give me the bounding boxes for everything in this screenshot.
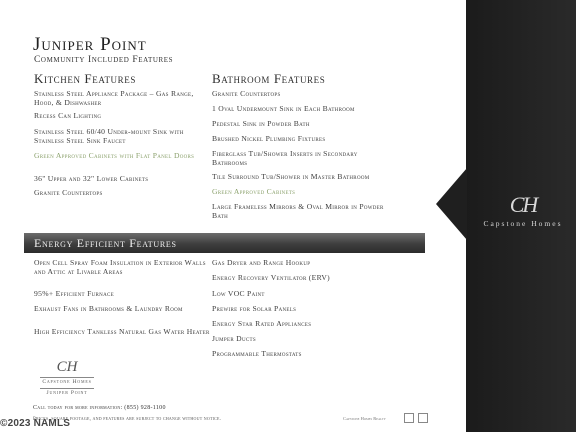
energy-item: Gas Dryer and Range Hookup <box>212 258 311 267</box>
energy-item: Energy Recovery Ventilator (ERV) <box>212 273 330 282</box>
kitchen-item: Stainless Steel Appliance Package – Gas Range, Hood, & Dishwasher <box>34 89 194 107</box>
bathroom-item: Fiberglass Tub/Shower Inserts in Secondary Bathrooms <box>212 149 358 167</box>
mls-watermark: ©2023 NAMLS <box>0 418 71 429</box>
bathroom-item: Pedestal Sink in Powder Bath <box>212 119 310 128</box>
realtor-icon <box>418 413 428 423</box>
footer-realty: Capstone Homes Realty <box>343 416 386 421</box>
energy-item: Jumper Ducts <box>212 334 256 343</box>
side-panel-notch <box>436 168 467 240</box>
mini-logo-monogram: CH <box>56 359 78 375</box>
bathroom-item: Green Approved Cabinets <box>212 187 296 196</box>
kitchen-item: Granite Countertops <box>34 188 103 197</box>
energy-item: Energy Star Rated Appliances <box>212 319 312 328</box>
kitchen-heading: Kitchen Features <box>34 71 136 86</box>
energy-item: Low VOC Paint <box>212 289 265 298</box>
footer-disclaimer: Prices, square footage, and features are subject to change without notice. <box>33 417 222 422</box>
energy-item: Open Cell Spray Foam Insulation in Exterior Walls and Attic at Livable Areas <box>34 258 206 276</box>
kitchen-item: Recess Can Lighting <box>34 111 102 120</box>
energy-item: Exhaust Fans in Bathrooms & Laundry Room <box>34 304 183 313</box>
footer-call: Call today for more information: (855) 928-1100 <box>33 405 166 411</box>
mini-logo-community: Juniper Point <box>46 390 88 396</box>
energy-heading: Energy Efficient Features <box>34 236 177 250</box>
capstone-mini-logo <box>37 359 97 397</box>
energy-item: Prewire for Solar Panels <box>212 304 297 313</box>
mini-logo-divider <box>40 388 94 389</box>
equal-housing-icon <box>404 413 414 423</box>
logo-monogram: CH <box>509 192 537 217</box>
mini-logo-divider <box>40 377 94 378</box>
logo-name: Capstone Homes <box>483 219 563 228</box>
bathroom-heading: Bathroom Features <box>212 71 326 86</box>
page-subtitle: Community Included Features <box>34 55 174 65</box>
energy-item: High Efficiency Tankless Natural Gas Water Heater <box>34 327 210 336</box>
energy-item: 95%+ Efficient Furnace <box>34 289 114 298</box>
kitchen-item: 36" Upper and 32" Lower Cabinets <box>34 174 149 183</box>
kitchen-item: Stainless Steel 60/40 Under-mount Sink with Stainless Steel Sink Faucet <box>34 127 184 145</box>
mini-logo-name: Capstone Homes <box>42 379 92 385</box>
bathroom-item: Brushed Nickel Plumbing Fixtures <box>212 134 326 143</box>
bathroom-item: Granite Countertops <box>212 89 281 98</box>
bathroom-item: 1 Oval Undermount Sink in Each Bathroom <box>212 104 355 113</box>
bathroom-item: Large Frameless Mirrors & Oval Mirror in Powder Bath <box>212 202 384 220</box>
page-title: Juniper Point <box>33 34 147 55</box>
bathroom-item: Tile Surround Tub/Shower in Master Bathroom <box>212 172 370 181</box>
energy-item: Programmable Thermostats <box>212 349 302 358</box>
capstone-logo <box>470 193 576 228</box>
kitchen-item: Green Approved Cabinets with Flat Panel Doors <box>34 151 195 160</box>
